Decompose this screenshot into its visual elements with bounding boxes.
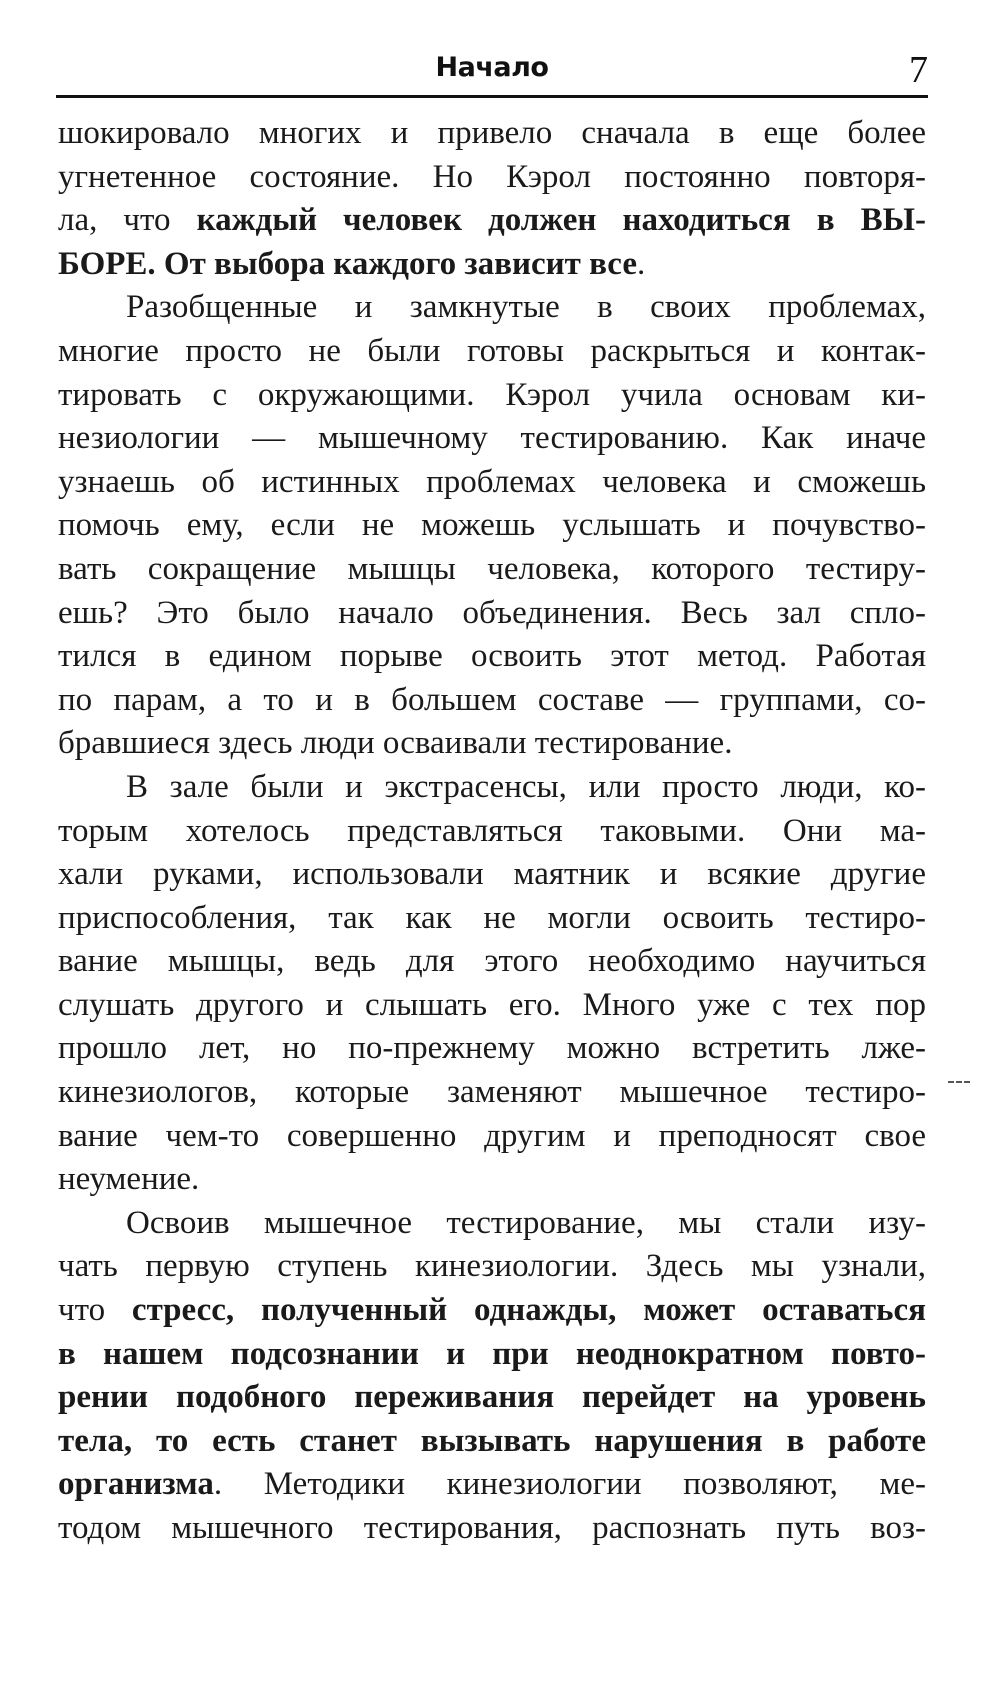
text-line: [58, 156, 926, 200]
text-line: [58, 722, 926, 766]
body-text: [58, 112, 926, 1551]
text-segment: бравшиеся здесь люди осваивали тестирование.: [58, 725, 733, 762]
text-segment: слушать другого и слышать его. Много уже с тех пор: [58, 986, 926, 1023]
text-segment: тодом мышечного тестирования, распознать путь воз-: [58, 1510, 926, 1546]
text-segment: приспособления, так как не могли освоить тестиро-: [58, 899, 926, 936]
text-line: [58, 766, 926, 810]
text-segment: вать сокращение мышцы человека, которого тестиру-: [58, 550, 926, 587]
text-line: [58, 940, 926, 984]
bold-text-segment: БОРЕ. От выбора каждого зависит все: [58, 245, 637, 282]
text-segment: узнаешь об истинных проблемах человека и сможешь: [58, 463, 926, 500]
text-line: [58, 592, 926, 636]
text-line: [58, 1071, 926, 1115]
text-segment: торым хотелось представляться таковыми. Они ма-: [58, 812, 926, 849]
text-line: [58, 548, 926, 592]
text-line: [58, 1507, 926, 1551]
text-segment: прошло лет, но по-прежнему можно встретить лже-: [58, 1030, 926, 1067]
text-line: [58, 1202, 926, 1246]
bold-text-segment: в нашем подсознании и при неоднократном повто-: [58, 1335, 926, 1372]
text-line: [58, 853, 926, 897]
text-line: [58, 1333, 926, 1377]
text-segment: вание мышцы, ведь для этого необходимо научиться: [58, 943, 926, 980]
text-line: [58, 504, 926, 548]
text-segment: . Методики кинезиологии позволяют, ме-: [213, 1466, 926, 1503]
text-line: [58, 286, 926, 330]
running-header: [56, 44, 928, 98]
text-segment: чать первую ступень кинезиологии. Здесь мы узнали,: [58, 1248, 926, 1285]
text-line: [58, 1463, 926, 1507]
text-line: [58, 1376, 926, 1420]
text-line: [58, 461, 926, 505]
text-line: [58, 1245, 926, 1289]
bold-text-segment: рении подобного переживания перейдет на уровень: [58, 1379, 926, 1416]
text-segment: угнетенное состояние. Но Кэрол постоянно повторя-: [58, 158, 926, 195]
text-segment: ла, что: [58, 202, 197, 239]
text-line: [58, 1289, 926, 1333]
text-line: [58, 199, 926, 243]
text-line: [58, 330, 926, 374]
text-line: [58, 810, 926, 854]
text-line: [58, 984, 926, 1028]
text-segment: В зале были и экстрасенсы, или просто люди, ко-: [126, 768, 926, 805]
text-line: [58, 679, 926, 723]
text-segment: тировать с окружающими. Кэрол учила основам ки-: [58, 376, 926, 413]
text-line: [58, 1027, 926, 1071]
text-segment: неумение.: [58, 1161, 200, 1198]
text-segment: кинезиологов, которые заменяют мышечное тестиро-: [58, 1074, 926, 1111]
text-line: [58, 1420, 926, 1464]
text-segment: помочь ему, если не можешь услышать и почувство-: [58, 507, 926, 544]
text-segment: что: [58, 1292, 132, 1329]
chapter-title: Начало: [435, 52, 549, 83]
bold-text-segment: каждый человек должен находиться в ВЫ-: [196, 202, 926, 239]
bold-text-segment: тела, то есть станет вызывать нарушения в работе: [58, 1422, 926, 1459]
text-line: [58, 897, 926, 941]
bold-text-segment: стресс, полученный однажды, может оставаться: [131, 1292, 926, 1329]
text-line: [58, 417, 926, 461]
text-segment: тился в едином порыве освоить этот метод. Работая: [58, 638, 926, 675]
text-line: [58, 1115, 926, 1159]
text-line: [58, 635, 926, 679]
text-segment: незиологии — мышечному тестированию. Как иначе: [58, 420, 926, 457]
text-line: [58, 1158, 926, 1202]
text-segment: Освоив мышечное тестирование, мы стали изу-: [126, 1204, 926, 1241]
text-segment: ешь? Это было начало объединения. Весь зал спло-: [58, 594, 926, 631]
text-segment: Разобщенные и замкнутые в своих проблемах,: [126, 289, 926, 326]
text-line: [58, 112, 926, 156]
text-segment: по парам, а то и в большем составе — группами, со-: [58, 681, 926, 718]
text-segment: хали руками, использовали маятник и всякие другие: [58, 856, 926, 893]
scan-edge-mark: [948, 1081, 970, 1085]
text-segment: многие просто не были готовы раскрыться и контак-: [58, 332, 926, 369]
text-line: [58, 243, 926, 287]
header-rule: [56, 95, 928, 98]
text-segment: шокировало многих и привело сначала в еще более: [58, 115, 926, 151]
text-segment: .: [637, 245, 646, 282]
bold-text-segment: организма: [58, 1466, 214, 1503]
text-segment: вание чем-то совершенно другим и преподносят свое: [58, 1117, 926, 1154]
page-number: 7: [909, 49, 928, 91]
text-line: [58, 374, 926, 418]
